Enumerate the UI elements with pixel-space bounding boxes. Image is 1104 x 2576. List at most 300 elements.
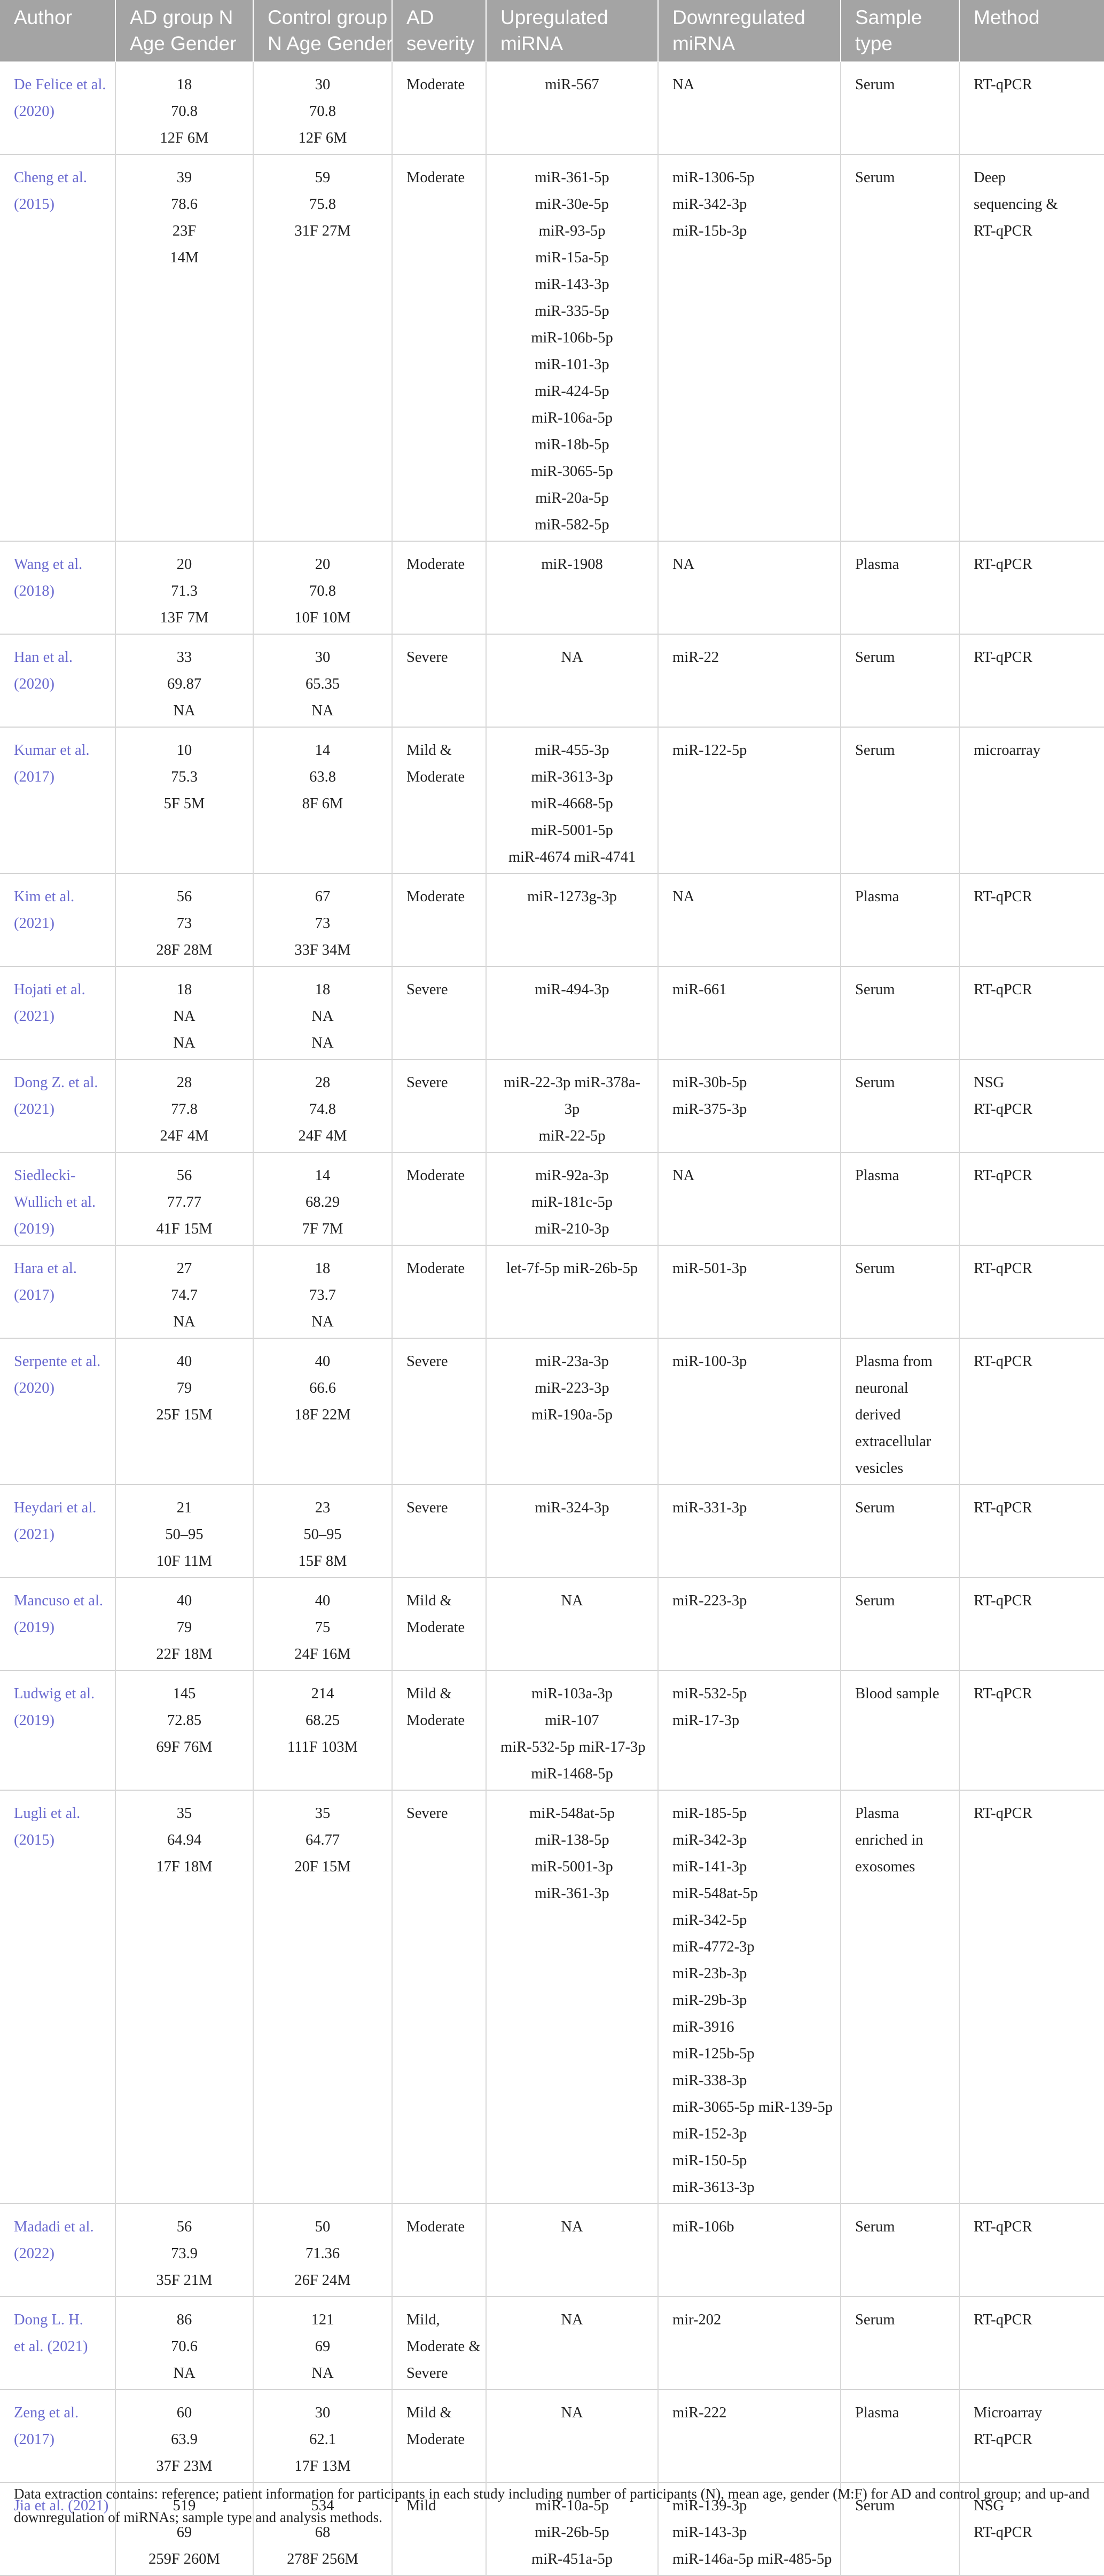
control-group-cell-line: NA [311, 2365, 334, 2382]
ad-group-cell-line: 79 [176, 1380, 192, 1396]
control-group-cell [253, 873, 392, 966]
table-row [0, 634, 1104, 727]
author-cell[interactable] [0, 2204, 115, 2297]
downregulated-cell-line: miR-3916 [672, 2019, 734, 2035]
sample-type-cell-line: Plasma [855, 2405, 899, 2421]
upregulated-cell-line: miR-103a-3p [531, 1685, 613, 1702]
sample-type-cell-line: Serum [855, 1074, 895, 1091]
sample-type-cell [841, 541, 959, 634]
method-cell-line: RT-qPCR [974, 1593, 1032, 1609]
severity-cell-line: Moderate [406, 1619, 465, 1636]
sample-type-cell-line: Serum [855, 76, 895, 93]
downregulated-cell-line: miR-146a-5p miR-485-5p [672, 2551, 832, 2567]
author-cell-line: Zeng et al. [14, 2405, 79, 2421]
severity-cell-line: Mild [406, 2497, 436, 2514]
control-group-cell-line: 35 [315, 1805, 331, 1822]
ad-group-cell-line: 73.9 [171, 2245, 198, 2262]
upregulated-cell-line: miR-30e-5p [535, 196, 609, 213]
control-group-cell [253, 1671, 392, 1790]
sample-type-cell-line: Serum [855, 2219, 895, 2235]
downregulated-cell-line: miR-15b-3p [672, 223, 747, 239]
sample-type-cell [841, 1059, 959, 1152]
downregulated-cell [658, 1338, 841, 1485]
author-cell[interactable] [0, 1671, 115, 1790]
ad-group-cell [115, 61, 253, 154]
downregulated-cell-line: miR-150-5p [672, 2152, 747, 2169]
severity-cell [392, 1245, 486, 1338]
downregulated-cell-line: miR-139-3p [672, 2497, 747, 2514]
author-cell[interactable] [0, 61, 115, 154]
author-cell-line: (2017) [14, 1287, 54, 1303]
ad-group-cell-line: 519 [173, 2497, 196, 2514]
ad-group-cell-line: 20 [176, 556, 192, 573]
upregulated-cell-line: miR-93-5p [538, 223, 606, 239]
ad-group-cell [115, 1059, 253, 1152]
downregulated-cell-line: miR-3613-3p [672, 2179, 755, 2196]
downregulated-cell-line: miR-106b [672, 2219, 734, 2235]
downregulated-cell [658, 634, 841, 727]
table-row [0, 1152, 1104, 1245]
control-group-cell-line: 18 [315, 981, 331, 998]
author-cell-line: Kim et al. [14, 888, 75, 905]
upregulated-cell-line: miR-548at-5p [529, 1805, 615, 1822]
upregulated-cell-line: miR-1908 [541, 556, 603, 573]
severity-cell [392, 873, 486, 966]
downregulated-cell-line: miR-143-3p [672, 2524, 747, 2541]
author-cell-line: Siedlecki- [14, 1167, 76, 1184]
method-cell [959, 2390, 1104, 2483]
column-header-ad-group [115, 0, 253, 61]
downregulated-cell-line: miR-125b-5p [672, 2046, 755, 2062]
ad-group-cell-line: 25F 15M [156, 1407, 213, 1423]
upregulated-cell [486, 61, 658, 154]
control-group-cell-line: 31F 27M [294, 223, 351, 239]
table-row [0, 2204, 1104, 2297]
method-cell [959, 1245, 1104, 1338]
method-cell-line: RT-qPCR [974, 1500, 1032, 1516]
upregulated-cell [486, 1338, 658, 1485]
author-cell[interactable] [0, 154, 115, 541]
upregulated-cell-line: NA [561, 649, 583, 666]
footnote-line: Data extraction contains: reference; patient information for participants in each study including number of participants (N), mean age, gender (M:F) for AD and control group; and up-and [14, 2486, 1090, 2502]
upregulated-cell-line: miR-92a-3p [535, 1167, 609, 1184]
sample-type-cell-line: Plasma [855, 888, 899, 905]
downregulated-cell-line: miR-17-3p [672, 1712, 740, 1729]
severity-cell-line: Moderate [406, 169, 465, 186]
ad-group-cell-line: 41F 15M [156, 1221, 213, 1237]
control-group-cell [253, 1578, 392, 1671]
column-header-line: type [855, 33, 892, 54]
upregulated-cell [486, 1485, 658, 1578]
author-cell-line: Ludwig et al. [14, 1685, 95, 1702]
control-group-cell-line: 30 [315, 2405, 331, 2421]
ad-group-cell-line: 77.8 [171, 1101, 198, 1118]
method-cell-line: RT-qPCR [974, 888, 1032, 905]
upregulated-cell-line: miR-210-3p [535, 1221, 609, 1237]
sample-type-cell-line: Serum [855, 2497, 895, 2514]
ad-group-cell-line: 63.9 [171, 2431, 198, 2448]
control-group-cell [253, 2204, 392, 2297]
sample-type-cell [841, 2297, 959, 2390]
ad-group-cell-line: 60 [176, 2405, 192, 2421]
upregulated-cell-line: NA [561, 1593, 583, 1609]
upregulated-cell [486, 1059, 658, 1152]
ad-group-cell [115, 1790, 253, 2204]
ad-group-cell-line: 18 [176, 76, 192, 93]
downregulated-cell-line: miR-338-3p [672, 2072, 747, 2089]
sample-type-cell [841, 61, 959, 154]
downregulated-cell-line: NA [672, 556, 695, 573]
sample-type-cell-line: exosomes [855, 1859, 915, 1875]
sample-type-cell-line: Serum [855, 649, 895, 666]
control-group-cell-line: 66.6 [309, 1380, 336, 1396]
control-group-cell [253, 1152, 392, 1245]
control-group-cell [253, 541, 392, 634]
severity-cell-line: Mild & [406, 1593, 452, 1609]
column-header-line: miRNA [500, 33, 563, 54]
control-group-cell-line: 40 [315, 1353, 331, 1370]
upregulated-cell-line: miR-138-5p [535, 1832, 609, 1848]
column-header-line: severity [406, 33, 475, 54]
control-group-cell-line: 73 [315, 915, 331, 932]
downregulated-cell [658, 541, 841, 634]
control-group-cell-line: 71.36 [305, 2245, 340, 2262]
control-group-cell-line: 12F 6M [298, 130, 347, 146]
upregulated-cell-line: miR-23a-3p [535, 1353, 609, 1370]
sample-type-cell [841, 2390, 959, 2483]
ad-group-cell-line: 22F 18M [156, 1646, 213, 1662]
column-header-line: Control group [268, 6, 388, 28]
control-group-cell-line: 74.8 [309, 1101, 336, 1118]
upregulated-cell-line: miR-106a-5p [531, 410, 613, 426]
author-cell-line: (2015) [14, 1832, 54, 1848]
downregulated-cell-line: miR-23b-3p [672, 1965, 747, 1982]
downregulated-cell-line: NA [672, 888, 695, 905]
column-header-line: Upregulated [500, 6, 608, 28]
downregulated-cell [658, 1152, 841, 1245]
downregulated-cell [658, 154, 841, 541]
ad-group-cell-line: 13F 7M [160, 610, 209, 626]
control-group-cell-line: NA [311, 1008, 334, 1025]
ad-group-cell-line: NA [173, 1008, 195, 1025]
upregulated-cell-line: miR-5001-3p [531, 1859, 613, 1875]
control-group-cell-line: 64.77 [305, 1832, 340, 1848]
method-cell-line: Microarray [974, 2405, 1043, 2421]
table-row [0, 2390, 1104, 2483]
author-cell[interactable] [0, 1338, 115, 1485]
downregulated-cell-line: miR-30b-5p [672, 1074, 747, 1091]
downregulated-cell [658, 1578, 841, 1671]
author-cell-line: Cheng et al. [14, 169, 87, 186]
ad-group-cell-line: NA [173, 702, 195, 719]
method-cell-line: RT-qPCR [974, 981, 1032, 998]
table-row [0, 1578, 1104, 1671]
author-cell[interactable] [0, 2297, 115, 2390]
control-group-cell-line: NA [311, 1035, 334, 1051]
ad-group-cell-line: 73 [176, 915, 192, 932]
sample-type-cell [841, 2204, 959, 2297]
column-header-line: AD group N [130, 6, 233, 28]
control-group-cell [253, 1059, 392, 1152]
severity-cell-line: Moderate [406, 76, 465, 93]
severity-cell-line: Severe [406, 2365, 448, 2382]
table-row [0, 966, 1104, 1059]
upregulated-cell-line: miR-494-3p [535, 981, 609, 998]
control-group-cell-line: NA [311, 702, 334, 719]
downregulated-cell-line: miR-223-3p [672, 1593, 747, 1609]
method-cell [959, 61, 1104, 154]
sample-type-cell-line: derived [855, 1407, 901, 1423]
ad-group-cell-line: 39 [176, 169, 192, 186]
upregulated-cell-line: miR-361-5p [535, 169, 609, 186]
downregulated-cell-line: miR-548at-5p [672, 1885, 758, 1902]
downregulated-cell-line: miR-122-5p [672, 742, 747, 759]
control-group-cell-line: 65.35 [305, 676, 340, 692]
method-cell-line: RT-qPCR [974, 76, 1032, 93]
sample-type-cell-line: Plasma from [855, 1353, 933, 1370]
upregulated-cell-line: let-7f-5p miR-26b-5p [506, 1260, 638, 1277]
sample-type-cell [841, 1578, 959, 1671]
severity-cell [392, 2297, 486, 2390]
downregulated-cell-line: miR-661 [672, 981, 727, 998]
upregulated-cell [486, 634, 658, 727]
author-cell-line: Serpente et al. [14, 1353, 101, 1370]
ad-group-cell [115, 541, 253, 634]
table-row [0, 1059, 1104, 1152]
severity-cell [392, 1671, 486, 1790]
downregulated-cell-line: miR-501-3p [672, 1260, 747, 1277]
ad-group-cell-line: 14M [170, 249, 199, 266]
ad-group-cell-line: 64.94 [167, 1832, 202, 1848]
column-header-line: Author [14, 6, 73, 28]
method-cell-line: NSG [974, 1074, 1005, 1091]
downregulated-cell [658, 1485, 841, 1578]
upregulated-cell-line: miR-20a-5p [535, 490, 609, 506]
upregulated-cell [486, 1152, 658, 1245]
severity-cell-line: Severe [406, 1353, 448, 1370]
control-group-cell-line: 70.8 [309, 103, 336, 120]
method-cell [959, 2297, 1104, 2390]
upregulated-cell-line: miR-22-5p [538, 1128, 606, 1144]
ad-group-cell-line: 74.7 [171, 1287, 198, 1303]
control-group-cell-line: 68.25 [305, 1712, 340, 1729]
sample-type-cell-line: Plasma [855, 1167, 899, 1184]
author-cell-line: Lugli et al. [14, 1805, 81, 1822]
author-cell-line: Hara et al. [14, 1260, 77, 1277]
upregulated-cell-line: miR-324-3p [535, 1500, 609, 1516]
upregulated-cell-line: miR-22-3p miR-378a- [504, 1074, 640, 1091]
ad-group-cell-line: 70.6 [171, 2338, 198, 2355]
ad-group-cell-line: 145 [173, 1685, 196, 1702]
ad-group-cell-line: 56 [176, 1167, 192, 1184]
severity-cell-line: Severe [406, 649, 448, 666]
severity-cell [392, 1790, 486, 2204]
upregulated-cell-line: miR-106b-5p [531, 330, 613, 346]
author-cell[interactable] [0, 541, 115, 634]
author-cell[interactable] [0, 2390, 115, 2483]
sample-type-cell-line: vesicles [855, 1460, 904, 1477]
method-cell [959, 1790, 1104, 2204]
control-group-cell-line: 63.8 [309, 769, 336, 785]
upregulated-cell-line: miR-190a-5p [531, 1407, 613, 1423]
column-header-line: Sample [855, 6, 922, 28]
control-group-cell-line: 40 [315, 1593, 331, 1609]
ad-group-cell-line: 37F 23M [156, 2458, 213, 2474]
table-row [0, 2297, 1104, 2390]
table-row [0, 154, 1104, 541]
column-header-method [959, 0, 1104, 61]
upregulated-cell-line: miR-101-3p [535, 356, 609, 373]
ad-group-cell [115, 1671, 253, 1790]
control-group-cell-line: 278F 256M [287, 2551, 358, 2567]
upregulated-cell [486, 2204, 658, 2297]
upregulated-cell-line: NA [561, 2405, 583, 2421]
author-cell-line: Heydari et al. [14, 1500, 97, 1516]
downregulated-cell-line: miR-375-3p [672, 1101, 747, 1118]
downregulated-cell-line: miR-29b-3p [672, 1992, 747, 2009]
severity-cell [392, 1485, 486, 1578]
severity-cell [392, 1338, 486, 1485]
author-cell[interactable] [0, 1059, 115, 1152]
ad-group-cell-line: 56 [176, 2219, 192, 2235]
upregulated-cell [486, 727, 658, 873]
ad-group-cell-line: 40 [176, 1353, 192, 1370]
ad-group-cell-line: 69 [176, 2524, 192, 2541]
upregulated-cell [486, 1671, 658, 1790]
sample-type-cell-line: Serum [855, 981, 895, 998]
table-footnote [14, 2482, 1090, 2529]
ad-group-cell-line: 21 [176, 1500, 192, 1516]
downregulated-cell [658, 1245, 841, 1338]
severity-cell [392, 727, 486, 873]
table-row [0, 1245, 1104, 1338]
downregulated-cell [658, 2390, 841, 2483]
control-group-cell-line: 214 [311, 1685, 334, 1702]
sample-type-cell-line: Serum [855, 1500, 895, 1516]
author-cell-line: (2017) [14, 2431, 54, 2448]
method-cell [959, 1485, 1104, 1578]
author-cell[interactable] [0, 1578, 115, 1671]
author-cell[interactable] [0, 1245, 115, 1338]
upregulated-cell-line: miR-361-3p [535, 1885, 609, 1902]
upregulated-cell-line: miR-582-5p [535, 517, 609, 533]
sample-type-cell-line: extracellular [855, 1433, 931, 1450]
severity-cell [392, 154, 486, 541]
control-group-cell-line: 33F 34M [294, 942, 351, 958]
upregulated-cell-line: miR-424-5p [535, 383, 609, 400]
control-group-cell-line: 111F 103M [287, 1739, 358, 1755]
author-cell[interactable] [0, 727, 115, 873]
column-header-ad-severity [392, 0, 486, 61]
ad-group-cell-line: 78.6 [171, 196, 198, 213]
downregulated-cell-line: miR-100-3p [672, 1353, 747, 1370]
upregulated-cell-line: miR-335-5p [535, 303, 609, 319]
severity-cell-line: Mild & [406, 2405, 452, 2421]
sample-type-cell-line: Plasma [855, 1805, 899, 1822]
upregulated-cell [486, 966, 658, 1059]
author-cell[interactable] [0, 966, 115, 1059]
author-cell[interactable] [0, 1485, 115, 1578]
method-cell [959, 1338, 1104, 1485]
downregulated-cell [658, 966, 841, 1059]
author-cell-line: et al. (2021) [14, 2338, 88, 2355]
author-cell[interactable] [0, 634, 115, 727]
author-cell-line: (2019) [14, 1712, 54, 1729]
upregulated-cell-line: miR-26b-5p [535, 2524, 609, 2541]
table-row [0, 1338, 1104, 1485]
control-group-cell-line: 20F 15M [294, 1859, 351, 1875]
author-cell-line: (2018) [14, 583, 54, 599]
author-cell-line: (2019) [14, 1221, 54, 1237]
downregulated-cell-line: miR-1306-5p [672, 169, 755, 186]
severity-cell-line: Moderate [406, 556, 465, 573]
severity-cell-line: Severe [406, 981, 448, 998]
control-group-cell-line: 70.8 [309, 583, 336, 599]
author-cell-line: (2017) [14, 769, 54, 785]
severity-cell-line: Moderate [406, 1260, 465, 1277]
author-cell-line: (2022) [14, 2245, 54, 2262]
author-cell-line: (2021) [14, 1101, 54, 1118]
sample-type-cell [841, 1790, 959, 2204]
downregulated-cell [658, 2204, 841, 2297]
method-cell-line: RT-qPCR [974, 1167, 1032, 1184]
author-cell[interactable] [0, 1152, 115, 1245]
table-row [0, 61, 1104, 154]
column-header-line: Downregulated [672, 6, 805, 28]
control-group-cell [253, 1485, 392, 1578]
downregulated-cell-line: miR-22 [672, 649, 719, 666]
ad-group-cell-line: 27 [176, 1260, 192, 1277]
author-cell-line: (2020) [14, 676, 54, 692]
control-group-cell-line: 15F 8M [298, 1553, 347, 1570]
ad-group-cell-line: 35F 21M [156, 2272, 213, 2289]
sample-type-cell [841, 873, 959, 966]
ad-group-cell [115, 1152, 253, 1245]
upregulated-cell-line: miR-18b-5p [535, 436, 609, 453]
column-header-sample-type [841, 0, 959, 61]
sample-type-cell-line: enriched in [855, 1832, 923, 1848]
upregulated-cell [486, 2297, 658, 2390]
upregulated-cell-line: miR-143-3p [535, 276, 609, 293]
downregulated-cell-line: miR-4772-3p [672, 1939, 755, 1955]
severity-cell [392, 966, 486, 1059]
ad-group-cell [115, 1338, 253, 1485]
control-group-cell-line: 67 [315, 888, 331, 905]
sample-type-cell-line: neuronal [855, 1380, 909, 1396]
footnote-line: downregulation of miRNAs; sample type and analysis methods. [14, 2509, 382, 2525]
downregulated-cell-line: miR-141-3p [672, 1859, 747, 1875]
author-cell[interactable] [0, 1790, 115, 2204]
ad-group-cell-line: 5F 5M [163, 795, 205, 812]
ad-group-cell [115, 154, 253, 541]
ad-group-cell-line: 35 [176, 1805, 192, 1822]
control-group-cell-line: 7F 7M [302, 1221, 343, 1237]
sample-type-cell [841, 154, 959, 541]
severity-cell-line: Moderate [406, 1167, 465, 1184]
method-cell-line: RT-qPCR [974, 2431, 1032, 2448]
method-cell-line: microarray [974, 742, 1041, 759]
control-group-cell [253, 61, 392, 154]
ad-group-cell [115, 873, 253, 966]
upregulated-cell-line: miR-223-3p [535, 1380, 609, 1396]
author-cell[interactable] [0, 873, 115, 966]
ad-group-cell-line: 12F 6M [160, 130, 209, 146]
sample-type-cell [841, 1152, 959, 1245]
control-group-cell [253, 1338, 392, 1485]
table-row [0, 727, 1104, 873]
ad-group-cell [115, 966, 253, 1059]
ad-group-cell-line: 28 [176, 1074, 192, 1091]
